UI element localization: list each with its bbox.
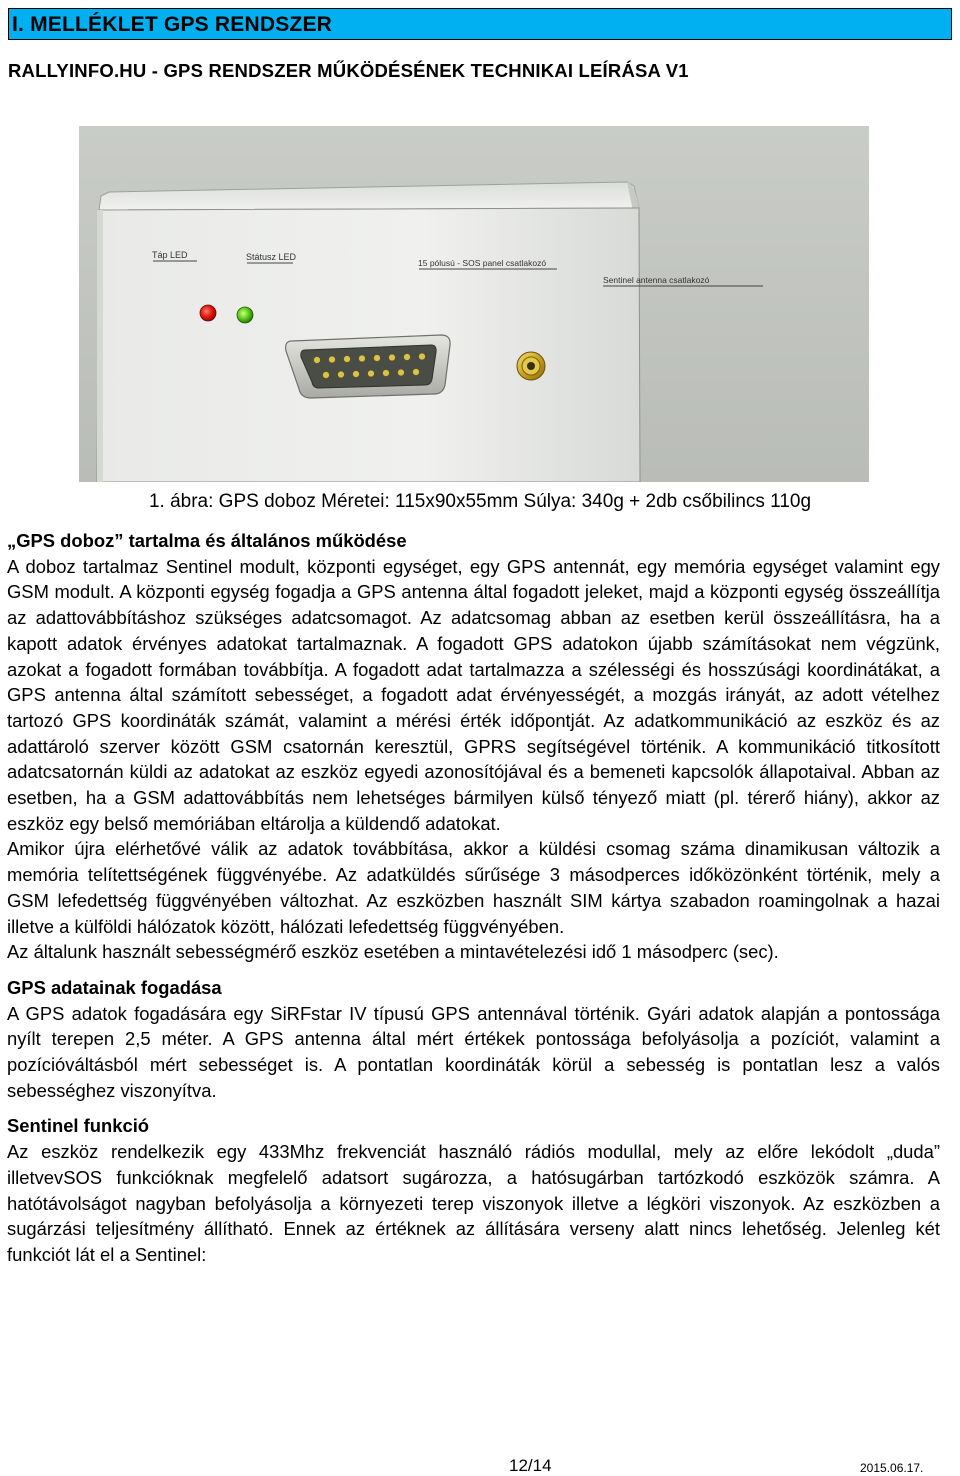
section-heading-gps: GPS adatainak fogadása bbox=[7, 976, 222, 998]
dsub-connector bbox=[286, 335, 450, 398]
paragraph: Az eszköz rendelkezik egy 433Mhz frekvenciát használó rádiós modullal, mely az előre lekódolt „duda” illetvevSOS funkcióknak megfelelő adatsort sugározza, a hatósugárban tartózkodó eszközök számra. A hatótávolságot nagyban befolyásolja a környezeti terep viszonyok illetve a légköri viszonyok. Az eszközben a sugárzási teljesítmény állítható. Ennek az értéknek az állítására verseny alatt nincs lehetőség. Jelenleg két funkciót lát el a Sentinel: bbox=[7, 1141, 940, 1265]
sentinel-connector-label: Sentinel antenna csatlakozó bbox=[603, 275, 710, 285]
section-heading-box: „GPS doboz” tartalma és általános működése bbox=[7, 530, 407, 551]
gps-box-figure bbox=[79, 126, 869, 482]
gps-box-illustration bbox=[79, 126, 869, 482]
header-bar bbox=[8, 8, 952, 40]
sos-panel-label: 15 pólusú - SOS panel csatlakozó bbox=[418, 258, 547, 268]
figure-caption: 1. ábra: GPS doboz Méretei: 115x90x55mm Súlya: 340g + 2db csőbilincs 110g bbox=[148, 491, 812, 512]
footer-date: 2015.06.17. bbox=[860, 1461, 924, 1475]
paragraph: Az általunk használt sebességmérő eszköz esetében a mintavételezési idő 1 másodperc (sec). bbox=[7, 941, 779, 963]
sma-connector bbox=[517, 352, 545, 380]
document-body bbox=[7, 528, 940, 1268]
document-title: RALLYINFO.HU - GPS RENDSZER MŰKÖDÉSÉNEK TECHNIKAI LEÍRÁSA V1 bbox=[8, 60, 689, 81]
paragraph: A doboz tartalmaz Sentinel modult, központi egységet, egy GPS antennát, egy memória egységet valamint egy GSM modult. A központi egység fogadja a GPS antenna által fogadott jeleket, majd a központi egység összeállítja az adattovábbításhoz szükséges adatcsomagot. Az adatcsomag abban az esetben kerül összeállításra, ha a kapott adatok érvényes adatokat tartalmaznak. A fogadott GPS adatokon újabb számításokat nem végzünk, azokat a fogadott formában továbbítja. A fogadott adat tartalmazza a szélességi és hosszúsági koordinátákat, a GPS antenna által számított sebességet, a fogadott adat érvényességét, a mozgás irányát, az adott vételhez tartozó GPS koordináták számát, valamint a mérési érték időpontját. Az adatkommunikáció az eszköz és az adattároló szerver között GSM csatornán keresztül, GPRS segítségével történik. A kommunikáció titkosított adatcsatornán küldi az adatokat az eszköz egyedi azonosítójával és a bemeneti kapcsolók állapotaival. Abban az esetben, ha a GSM adattovábbítás nem lehetséges bármilyen külső tényező miatt (pl. térerő hiány), akkor az eszköz egy belső memóriában eltárolja a küldendő adatokat. bbox=[7, 555, 940, 834]
page-number: 12/14 bbox=[509, 1456, 552, 1475]
power-led-label: Táp LED bbox=[152, 250, 188, 260]
paragraph: A GPS adatok fogadására egy SiRFstar IV típusú GPS antennával történik. Gyári adatok alapján a pontossága nyílt terepen 2,5 méter. A GPS antenna által mért értékek pontossága befolyásolja a pozíciót, valamint a pozícióváltásból mért sebességet is. A pontatlan koordináták körül a sebesség is pontatlan lesz a valós sebességhez viszonyítva. bbox=[7, 1002, 940, 1101]
status-led bbox=[237, 307, 253, 323]
header-title: I. MELLÉKLET GPS RENDSZER bbox=[12, 13, 333, 36]
section-heading-sentinel: Sentinel funkció bbox=[7, 1115, 150, 1137]
power-led bbox=[200, 305, 216, 321]
status-led-label: Státusz LED bbox=[246, 252, 297, 262]
paragraph: Amikor újra elérhetővé válik az adatok továbbítása, akkor a küldési csomag száma dinamikusan változik a memória telítettségének függvényébe. Az adatküldés sűrűsége 3 másodperces időközönként történik, mely a GSM lefedettség függvényében változhat. Az eszközben használt SIM kártya szabadon roamingolnak a hazai illetve a külföldi hálózatok között, hálózati lefedettség függvényében. bbox=[7, 838, 940, 937]
